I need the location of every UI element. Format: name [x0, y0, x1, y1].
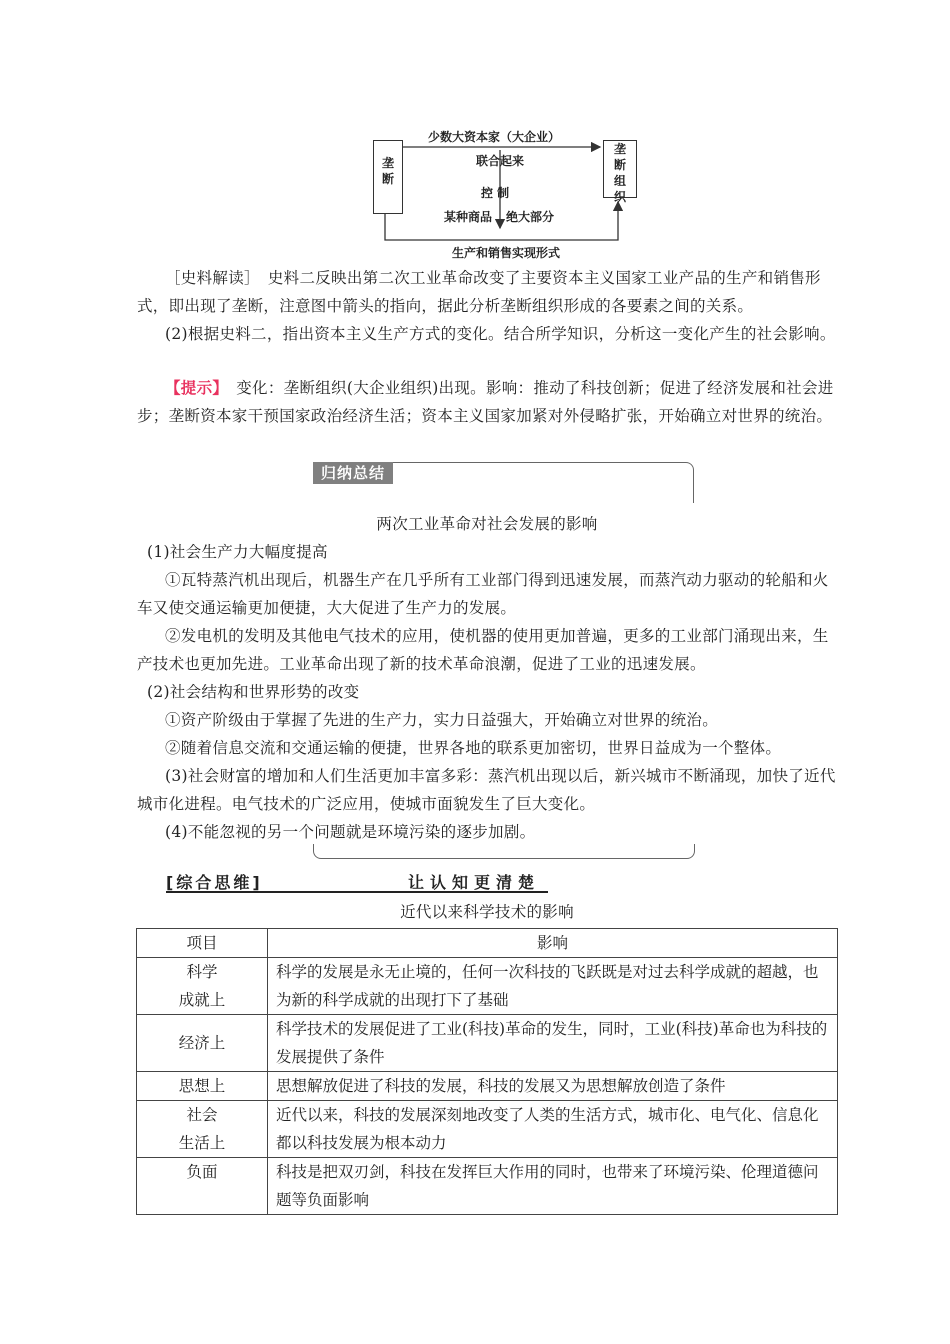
row-item: 思想上: [137, 1072, 268, 1101]
summary-point-2b: ②随着信息交流和交通运输的便捷，世界各地的联系更加密切，世界日益成为一个整体。: [165, 739, 782, 757]
diagram-top-label: 少数大资本家（大企业）: [428, 130, 561, 144]
summary-point-2: (2)社会结构和世界形势的改变: [147, 683, 360, 701]
row-impact: 思想解放促进了科技的发展，科技的发展又为思想解放创造了条件: [268, 1072, 838, 1101]
summary-title: 两次工业革命对社会发展的影响: [376, 515, 598, 533]
table-row: [137, 1101, 838, 1158]
diagram-left-box: [373, 140, 403, 214]
impact-table: [136, 928, 838, 1215]
table-row: [137, 1015, 838, 1072]
row-impact: 科技是把双刃剑，科技在发挥巨大作用的同时，也带来了环境污染、伦理道德问题等负面影响: [268, 1158, 838, 1215]
summary-point-1b: ②发电机的发明及其他电气技术的应用，使机器的使用更加普遍，更多的工业部门涌现出来，生产技术也更加先进。工业革命出现了新的技术革命浪潮，促进了工业的迅速发展。: [137, 627, 829, 673]
table-title: 近代以来科学技术的影响: [400, 903, 574, 921]
summary-point-3: (3)社会财富的增加和人们生活更加丰富多彩：蒸汽机出现以后，新兴城市不断涌现，加快了近代城市化进程。电气技术的广泛应用，使城市面貌发生了巨大变化。: [137, 767, 836, 813]
diagram-goods-label: 某种商品: [444, 210, 493, 224]
hint-text: 变化：垄断组织(大企业组织)出现。影响：推动了科技创新；促进了经济发展和社会进步；垄断资本家干预国家政治经济生活；资本主义国家加紧对外侵略扩张，开始确立对世界的统治。: [137, 379, 834, 425]
synthesis-label: [综合思维]: [166, 873, 263, 892]
synthesis-underline: [166, 891, 548, 893]
row-impact: 科学的发展是永无止境的，任何一次科技的飞跃既是对过去科学成就的超越，也为新的科学成就的出现打下了基础: [268, 958, 838, 1015]
table-row: [137, 1158, 838, 1215]
hint-paragraph: [137, 374, 837, 430]
diagram-join-label: 联合起来: [476, 154, 525, 168]
summary-frame-bottom: [313, 844, 695, 859]
header-impact: 影响: [268, 929, 838, 958]
header-item: 项目: [137, 929, 268, 958]
diagram-bottom-label: 生产和销售实现形式: [452, 246, 561, 260]
diagram-most-label: 绝大部分: [506, 210, 555, 224]
diagram-control-label: 控 制: [481, 186, 510, 200]
table-row: [137, 1072, 838, 1101]
right-box-label: 垄 断 组 织: [613, 142, 626, 204]
row-impact: 近代以来，科技的发展深刻地改变了人类的生活方式，城市化、电气化、信息化都以科技发展为根本动力: [268, 1101, 838, 1158]
summary-point-2a: ①资产阶级由于掌握了先进的生产力，实力日益强大，开始确立对世界的统治。: [165, 711, 719, 729]
summary-point-4: (4)不能忽视的另一个问题就是环境污染的逐步加剧。: [165, 823, 536, 841]
table-row: [137, 958, 838, 1015]
hint-label: 【提示】: [165, 378, 221, 397]
row-item: 负面: [137, 1158, 268, 1215]
left-box-label: 垄 断: [381, 156, 394, 186]
source-interpretation: ［史料解读］ 史料二反映出第二次工业革命改变了主要资本主义国家工业产品的生产和销售形式，即出现了垄断，注意图中箭头的指向，据此分析垄断组织形成的各要素之间的关系。: [137, 269, 821, 315]
row-impact: 科学技术的发展促进了工业(科技)革命的发生，同时，工业(科技)革命也为科技的发展提供了条件: [268, 1015, 838, 1072]
question-2: (2)根据史料二，指出资本主义生产方式的变化。结合所学知识，分析这一变化产生的社会影响。: [165, 325, 836, 343]
table-header-row: [137, 929, 838, 958]
row-item: 经济上: [137, 1015, 268, 1072]
synthesis-heading: 让认知更清楚: [408, 873, 541, 892]
summary-point-1: (1)社会生产力大幅度提高: [147, 543, 328, 561]
summary-point-1a: ①瓦特蒸汽机出现后，机器生产在几乎所有工业部门得到迅速发展，而蒸汽动力驱动的轮船和火车又使交通运输更加便捷，大大促进了生产力的发展。: [137, 571, 829, 617]
row-item: 社会 生活上: [137, 1101, 268, 1158]
summary-tab: 归纳总结: [313, 462, 393, 484]
diagram-right-box: [603, 140, 637, 204]
row-item: 科学 成就上: [137, 958, 268, 1015]
